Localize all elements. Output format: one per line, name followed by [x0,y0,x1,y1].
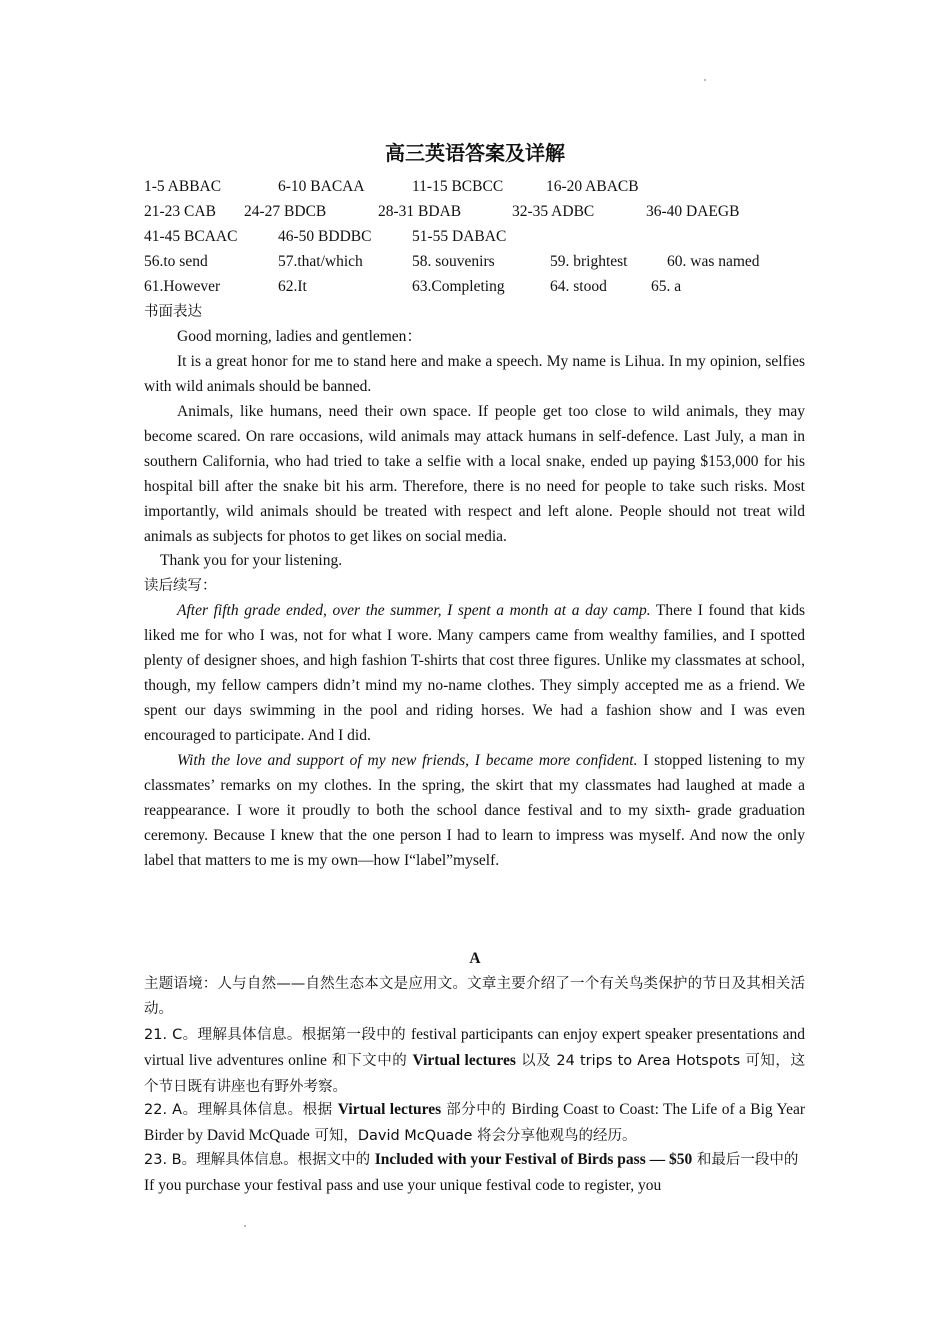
answer-cell: 65. a [651,278,682,295]
answer-cell: 61.However [144,278,221,295]
answer-cell: 16-20 ABACB [546,178,639,195]
continuation-body: I stopped listening to my classmates’ remarks on my clothes. In the spring, the skirt that my classmates had laughed at made a reappearance. I wore it proudly to both the school dance festival and to my sixth- grade graduation ceremony. Because I knew that the one person I had to learn to impress was myself. And now the only label that matters to me is my own—how I“label”myself. [144,752,805,869]
speech-paragraph-2: Animals, like humans, need their own space. If people get too close to wild animals, they may become scared. On rare occasions, wild animals may attack humans in self-defence. Last July, a man in southern California, who had tried to take a selfie with a local snake, ended up paying $153,000 for his hospital bill after the snake bit his arm. Therefore, there is no need for people to take such risks. Most importantly, wild animals should be treated with respect and left alone. People should not treat wild animals as subjects for photos to get likes on social media. [144,403,805,545]
answer-cell: 41-45 BCAAC [144,228,238,245]
scan-speck [244,1225,246,1227]
speech-paragraph-1: It is a great honor for me to stand here and make a speech. My name is Lihua. In my opinion, selfies with wild animals should be banned. [144,353,805,395]
page-title: 高三英语答案及详解 [385,141,565,165]
answer-cell: 59. brightest [550,253,628,270]
answer-cell: 24-27 BDCB [244,203,327,220]
answer-cell: 57.that/which [278,253,363,270]
answer-cell: 58. souvenirs [412,253,495,270]
answer-cell: 32-35 ADBC [512,203,595,220]
continuation-lead-sentence: After fifth grade ended, over the summer, I spent a month at a day camp. [177,602,651,619]
answer-cell: 28-31 BDAB [378,203,462,220]
answer-cell: 64. stood [550,278,607,295]
answer-explanation-22: 22. A。理解具体信息。根据 Virtual lectures 部分中的 Birding Coast to Coast: The Life of a Big Year Birder by David McQuade 可知，David McQuade 将会分享他观鸟的经历。 [144,1101,806,1144]
answer-cell: 36-40 DAEGB [646,203,740,220]
theme-context: 主题语境：人与自然——自然生态本文是应用文。文章主要介绍了一个有关鸟类保护的节日及其相关活动。 [144,976,805,1017]
speech-greeting: Good morning, ladies and gentlemen： [177,328,422,345]
answer-explanation-21: 21. C。理解具体信息。根据第一段中的 festival participants can enjoy expert speaker presentations and virtual live adventures online 和下文中的 Virtual lectures 以及 24 trips to Area Hotspots 可知，这个节日既有讲座也有野外考察。 [144,1026,805,1095]
answer-explanation-23: 23. B。理解具体信息。根据文中的 Included with your Festival of Birds pass — $50 和最后一段中的 If you purchase your festival pass and use your unique festival code to register, you [144,1151,799,1194]
answer-cell: 46-50 BDDBC [278,228,372,245]
answer-cell: 60. was named [667,253,760,270]
section-heading-continuation: 读后续写： [144,578,217,594]
answer-cell: 1-5 ABBAC [144,178,222,195]
answer-cell: 51-55 DABAC [412,228,507,245]
answer-cell: 56.to send [144,253,208,270]
answer-cell: 6-10 BACAA [278,178,365,195]
continuation-body: There I found that kids liked me for who I was, not for what I wore. Many campers came from wealthy families, and I spotted plenty of designer shoes, and high fashion T-shirts that cost three figures. Unlike my classmates at school, though, my fellow campers didn’t mind my no-name clothes. They simply accepted me as a friend. We spent our days swimming in the pool and riding horses. We had a fashion show and I was even encouraged to participate. And I did. [144,602,805,744]
answer-cell: 21-23 CAB [144,203,216,220]
continuation-paragraph-1 [144,598,805,748]
continuation-lead-sentence: With the love and support of my new friends, I became more confident. [177,752,638,769]
speech-closing: Thank you for your listening. [160,552,343,569]
answer-cell: 11-15 BCBCC [412,178,504,195]
continuation-paragraph-2 [144,748,805,873]
answer-cell: 63.Completing [412,278,505,295]
section-label-a: A [469,950,481,967]
section-heading-writing: 书面表达 [144,304,202,320]
scan-speck [704,79,706,81]
answer-cell: 62.It [278,278,307,295]
